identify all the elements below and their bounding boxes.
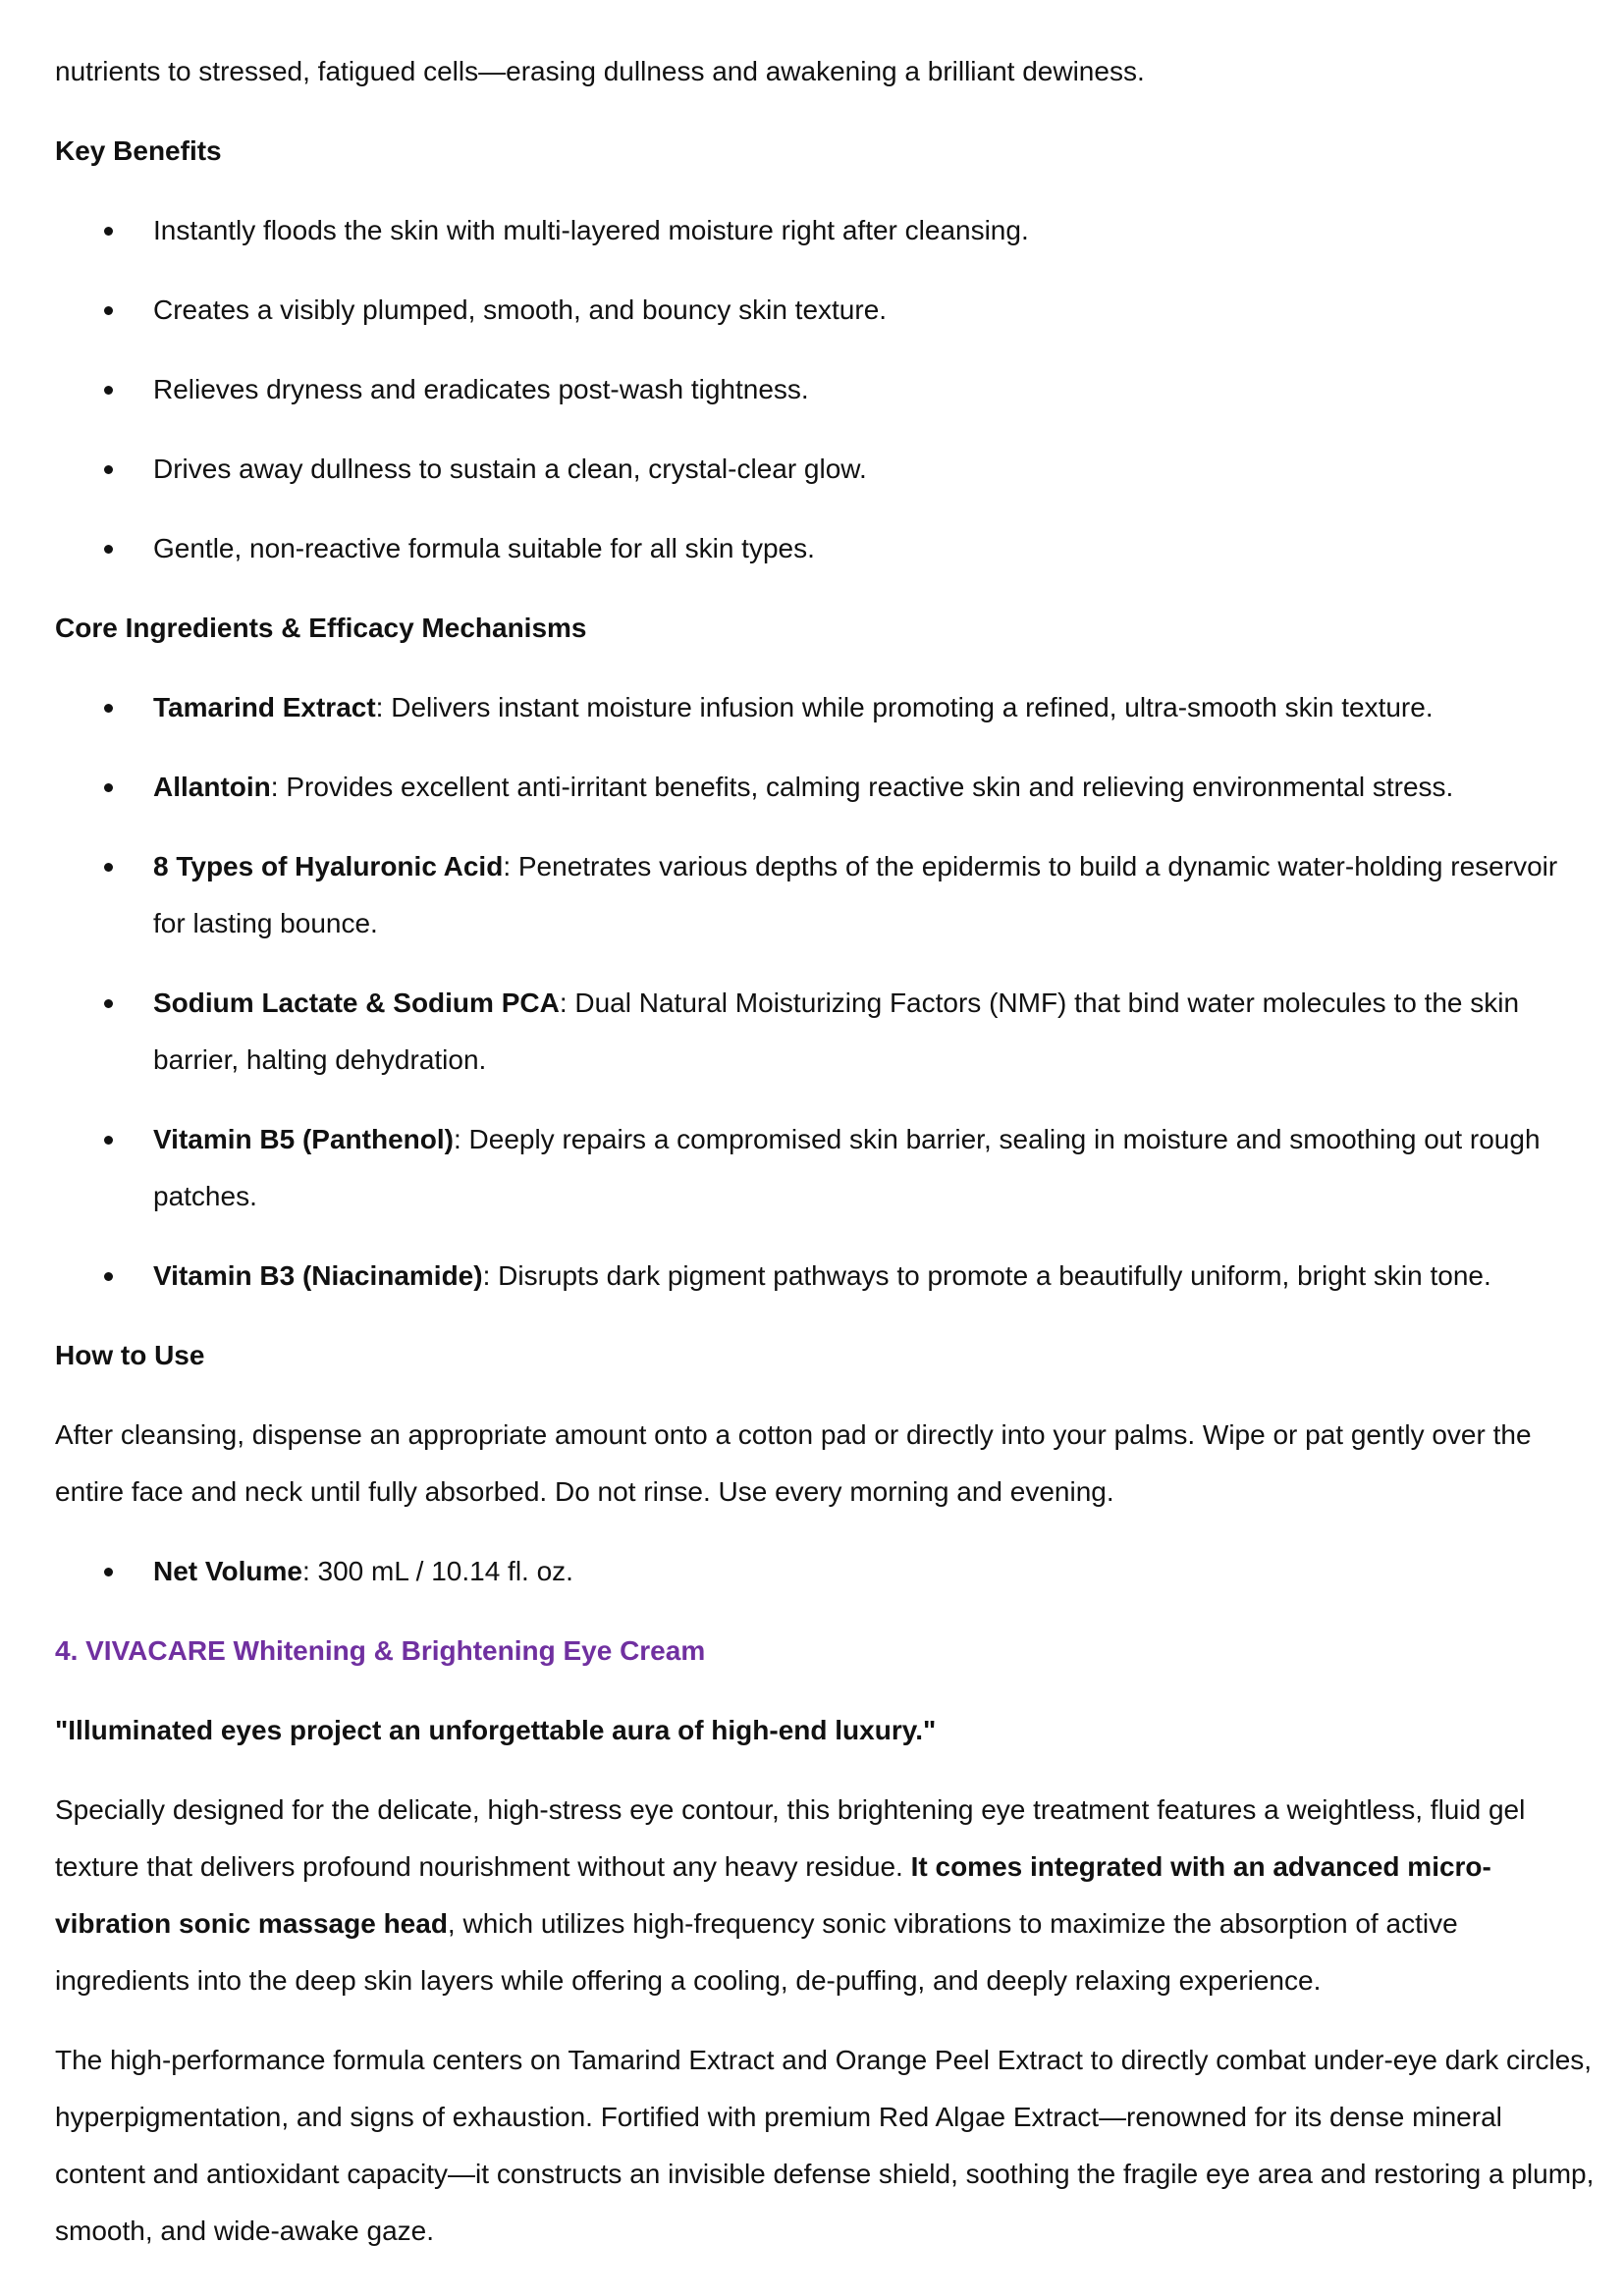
bullet-icon: [104, 386, 113, 395]
ingredient-desc: : Provides excellent anti-irritant benefits, calming reactive skin and relieving environmental stress.: [270, 772, 1454, 802]
list-item: [55, 1248, 1597, 1305]
list-item: [55, 202, 1597, 259]
paragraph-bold-text: It comes integrated with an advanced micro-vibration sonic massage head: [55, 1851, 1491, 1939]
ingredient-desc: : Penetrates various depths of the epidermis to build a dynamic water-holding reservoir for lasting bounce.: [153, 851, 1558, 938]
benefit-text: Instantly floods the skin with multi-layered moisture right after cleansing.: [153, 215, 1029, 245]
list-item: [55, 975, 1597, 1089]
tagline-quote: "Illuminated eyes project an unforgettable aura of high-end luxury.": [55, 1715, 937, 1745]
list-item: [55, 1543, 1597, 1600]
ingredients-list: [55, 679, 1597, 1305]
key-benefits-list: [55, 202, 1597, 577]
bullet-icon: [104, 1568, 113, 1576]
section-paragraph-1: [55, 1782, 1597, 2009]
intro-continuation: nutrients to stressed, fatigued cells—erasing dullness and awakening a brilliant dewiness.: [55, 56, 1145, 86]
ingredient-name: Vitamin B5 (Panthenol): [153, 1124, 454, 1154]
benefit-text: Relieves dryness and eradicates post-wash tightness.: [153, 374, 809, 404]
bullet-icon: [104, 704, 113, 713]
bullet-icon: [104, 999, 113, 1008]
ingredient-name: Allantoin: [153, 772, 271, 802]
net-volume-value: : 300 mL / 10.14 fl. oz.: [301, 1556, 573, 1586]
bullet-icon: [104, 465, 113, 474]
paragraph-text: Specially designed for the delicate, high-stress eye contour, this brightening eye treatment features a weightless, fluid gel texture that delivers profound nourishment without any heavy residue.: [55, 1794, 1526, 1882]
net-volume-list: [55, 1543, 1597, 1600]
benefit-text: Gentle, non-reactive formula suitable for all skin types.: [153, 533, 815, 563]
benefit-text: Creates a visibly plumped, smooth, and bouncy skin texture.: [153, 294, 888, 325]
ingredient-name: 8 Types of Hyaluronic Acid: [153, 851, 504, 881]
ingredient-desc: : Delivers instant moisture infusion while promoting a refined, ultra-smooth skin texture.: [375, 692, 1434, 722]
list-item: [55, 679, 1597, 736]
how-to-use-text: After cleansing, dispense an appropriate amount onto a cotton pad or directly into your palms. Wipe or pat gently over the entire face and neck until fully absorbed. Do not rinse. Use every morning and evening.: [55, 1419, 1532, 1507]
document-page: [55, 43, 1597, 2282]
bullet-icon: [104, 783, 113, 792]
how-to-use-heading: How to Use: [55, 1340, 205, 1370]
ingredients-heading: Core Ingredients & Efficacy Mechanisms: [55, 613, 587, 643]
bullet-icon: [104, 1136, 113, 1145]
ingredient-name: Tamarind Extract: [153, 692, 376, 722]
bullet-icon: [104, 1272, 113, 1281]
list-item: [55, 838, 1597, 952]
bullet-icon: [104, 306, 113, 315]
list-item: [55, 520, 1597, 577]
section-paragraph-2: The high-performance formula centers on Tamarind Extract and Orange Peel Extract to directly combat under-eye dark circles, hyperpigmentation, and signs of exhaustion. Fortified with premium Red Algae Extract—renowned for its dense mineral content and antioxidant capacity—it constructs an invisible defense shield, soothing the fragile eye area and restoring a plump, smooth, and wide-awake gaze.: [55, 2045, 1595, 2246]
ingredient-name: Sodium Lactate & Sodium PCA: [153, 988, 560, 1018]
list-item: [55, 361, 1597, 418]
bullet-icon: [104, 545, 113, 554]
ingredient-desc: : Deeply repairs a compromised skin barrier, sealing in moisture and smoothing out rough patches.: [153, 1124, 1541, 1211]
list-item: [55, 1111, 1597, 1225]
section-title: 4. VIVACARE Whitening & Brightening Eye Cream: [55, 1635, 706, 1666]
ingredient-desc: : Dual Natural Moisturizing Factors (NMF) that bind water molecules to the skin barrier, halting dehydration.: [153, 988, 1520, 1075]
ingredient-name: Vitamin B3 (Niacinamide): [153, 1260, 483, 1291]
ingredient-desc: : Disrupts dark pigment pathways to promote a beautifully uniform, bright skin tone.: [482, 1260, 1491, 1291]
list-item: [55, 759, 1597, 816]
net-volume-label: Net Volume: [153, 1556, 302, 1586]
list-item: [55, 282, 1597, 339]
paragraph-text: , which utilizes high-frequency sonic vibrations to maximize the absorption of active ingredients into the deep skin layers while offering a cooling, de-puffing, and deeply relaxing experience.: [55, 1908, 1458, 1996]
key-benefits-heading: Key Benefits: [55, 135, 222, 166]
bullet-icon: [104, 227, 113, 236]
bullet-icon: [104, 863, 113, 872]
benefit-text: Drives away dullness to sustain a clean, crystal-clear glow.: [153, 454, 867, 484]
list-item: [55, 441, 1597, 498]
